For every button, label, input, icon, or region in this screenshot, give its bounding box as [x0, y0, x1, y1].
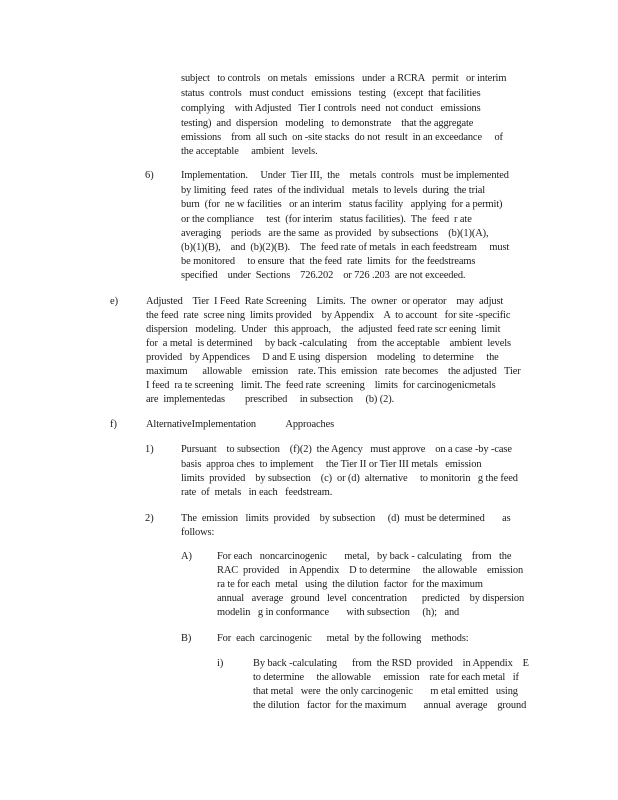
- text-line: By back -calculating from the RSD provided in Appendix E: [253, 658, 529, 669]
- text-line: emissions from all such on -site stacks do not result in an exceedance of: [181, 132, 503, 143]
- text-line: Adjusted Tier I Feed Rate Screening Limits. The owner or operator may adjust: [146, 296, 504, 307]
- text-line: modelin g in conformance with subsection (h); and: [217, 607, 460, 618]
- section-marker: f): [110, 419, 117, 430]
- text-line: I feed ra te screening limit. The feed rate screening limits for carcinogenicmetals: [146, 380, 496, 391]
- text-line: maximum allowable emission rate. This emission rate becomes the adjusted Tier: [146, 366, 521, 377]
- text-line: follows:: [181, 527, 215, 538]
- text-line: The emission limits provided by subsection (d) must be determined as: [181, 513, 511, 524]
- text-line: (b)(1)(B), and (b)(2)(B). The feed rate of metals in each feedstream must: [181, 242, 510, 253]
- text-line: For each carcinogenic metal by the following methods:: [217, 633, 469, 644]
- text-line: Implementation. Under Tier III, the metals controls must be implemented: [181, 170, 509, 181]
- text-line: specified under Sections 726.202 or 726 .203 are not exceeded.: [181, 270, 466, 281]
- text-line: subject to controls on metals emissions under a RCRA permit or interim: [181, 73, 507, 84]
- text-line: the feed rate scree ning limits provided by Appendix A to account for site -specific: [146, 310, 511, 321]
- text-line: For each noncarcinogenic metal, by back - calculating from the: [217, 551, 512, 562]
- text-line: limits provided by subsection (c) or (d) alternative to monitorin g the feed: [181, 473, 518, 484]
- text-line: ra te for each metal using the dilution factor for the maximum: [217, 579, 483, 590]
- text-line: or the compliance test (for interim status facilities). The feed r ate: [181, 214, 472, 225]
- section-marker: 1): [145, 444, 154, 455]
- text-line: basis approa ches to implement the Tier II or Tier III metals emission: [181, 459, 482, 470]
- text-line: Pursuant to subsection (f)(2) the Agency must approve on a case -by -case: [181, 444, 512, 455]
- text-line: provided by Appendices D and E using dispersion modeling to determine the: [146, 352, 499, 363]
- text-line: the acceptable ambient levels.: [181, 146, 318, 157]
- section-marker: i): [217, 658, 224, 669]
- section-marker: A): [181, 551, 192, 562]
- text-line: that metal were the only carcinogenic m etal emitted using: [253, 686, 518, 697]
- text-line: for a metal is determined by back -calculating from the acceptable ambient levels: [146, 338, 511, 349]
- text-line: averaging periods are the same as provided by subsections (b)(1)(A),: [181, 228, 489, 239]
- text-line: be monitored to ensure that the feed rate limits for the feedstreams: [181, 256, 476, 267]
- text-line: rate of metals in each feedstream.: [181, 487, 333, 498]
- text-line: status controls must conduct emissions testing (except that facilities: [181, 88, 481, 99]
- section-marker: 2): [145, 513, 154, 524]
- text-line: RAC provided in Appendix D to determine the allowable emission: [217, 565, 524, 576]
- section-marker: B): [181, 633, 192, 644]
- text-line: dispersion modeling. Under this approach, the adjusted feed rate scr eening limit: [146, 324, 501, 335]
- text-line: the dilution factor for the maximum annual average ground: [253, 700, 527, 711]
- text-line: testing) and dispersion modeling to demonstrate that the aggregate: [181, 118, 474, 129]
- text-line: by limiting feed rates of the individual metals to levels during the trial: [181, 185, 486, 196]
- text-line: to determine the allowable emission rate for each metal if: [253, 672, 519, 683]
- text-line: complying with Adjusted Tier I controls need not conduct emissions: [181, 103, 481, 114]
- text-line: annual average ground level concentration predicted by dispersion: [217, 593, 525, 604]
- text-line: burn (for ne w facilities or an interim status facility applying for a permit): [181, 199, 503, 210]
- text-line: are implementedas prescribed in subsection (b) (2).: [146, 394, 395, 405]
- section-heading: AlternativeImplementation Approaches: [146, 419, 335, 430]
- section-marker: e): [110, 296, 119, 307]
- section-marker: 6): [145, 170, 154, 181]
